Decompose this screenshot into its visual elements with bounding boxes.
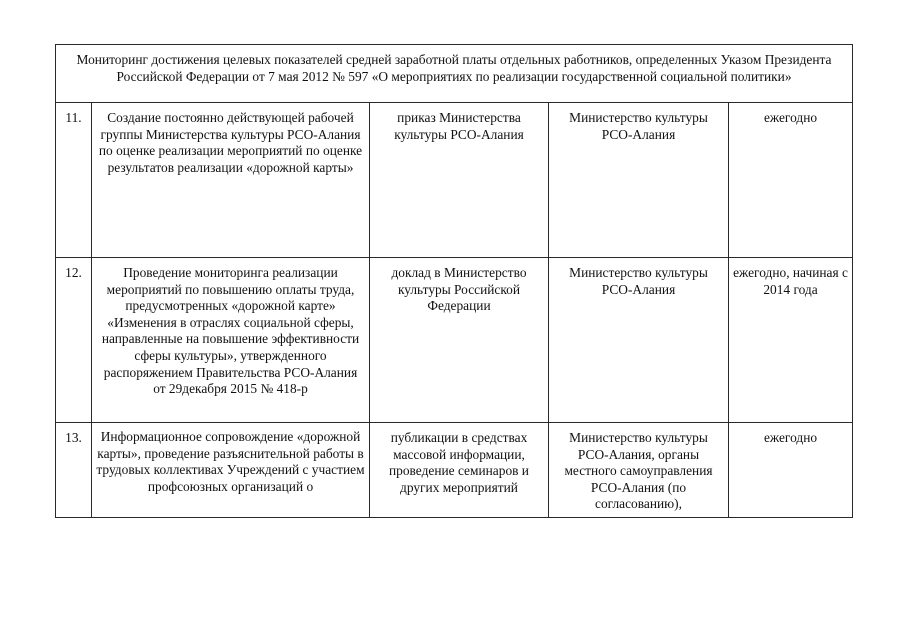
document-cell: приказ Министерства культуры РСО-Алания bbox=[370, 103, 549, 258]
table-row bbox=[56, 423, 853, 518]
deadline-cell: ежегодно bbox=[729, 423, 853, 518]
table-header-row bbox=[56, 45, 853, 103]
action-cell: Информационное сопровождение «дорожной карты», проведение разъяснительной работы в трудовых коллективах Учреждений с участием профсоюзных организаций о bbox=[92, 423, 370, 518]
document-cell: доклад в Министерство культуры Российской Федерации bbox=[370, 258, 549, 423]
responsible-cell: Министерство культуры РСО-Алания bbox=[549, 103, 729, 258]
measures-table bbox=[55, 44, 853, 518]
deadline-cell: ежегодно, начиная с 2014 года bbox=[729, 258, 853, 423]
action-cell: Проведение мониторинга реализации мероприятий по повышению оплаты труда, предусмотренных «дорожной карте» «Изменения в отраслях социальной сферы, направленные на повышение эффективности сферы культуры», утвержденного распоряжением Правительства РСО-Алания от 29декабря 2015 № 418-р bbox=[92, 258, 370, 423]
action-cell: Создание постоянно действующей рабочей группы Министерства культуры РСО-Алания по оценке реализации мероприятий по оценке результатов реализации «дорожной карты» bbox=[92, 103, 370, 258]
table-row bbox=[56, 103, 853, 258]
deadline-cell: ежегодно bbox=[729, 103, 853, 258]
row-number: 11. bbox=[56, 103, 92, 258]
section-title: Мониторинг достижения целевых показателей средней заработной платы отдельных работников, определенных Указом Президента Российской Федерации от 7 мая 2012 № 597 «О мероприятиях по реализации государственной социальной политики» bbox=[56, 45, 853, 103]
table-row bbox=[56, 258, 853, 423]
responsible-cell: Министерство культуры РСО-Алания, органы местного самоуправления РСО-Алания (по согласованию), bbox=[549, 423, 729, 518]
document-cell: публикации в средствах массовой информации, проведение семинаров и других мероприятий bbox=[370, 423, 549, 518]
responsible-cell: Министерство культуры РСО-Алания bbox=[549, 258, 729, 423]
row-number: 13. bbox=[56, 423, 92, 518]
row-number: 12. bbox=[56, 258, 92, 423]
